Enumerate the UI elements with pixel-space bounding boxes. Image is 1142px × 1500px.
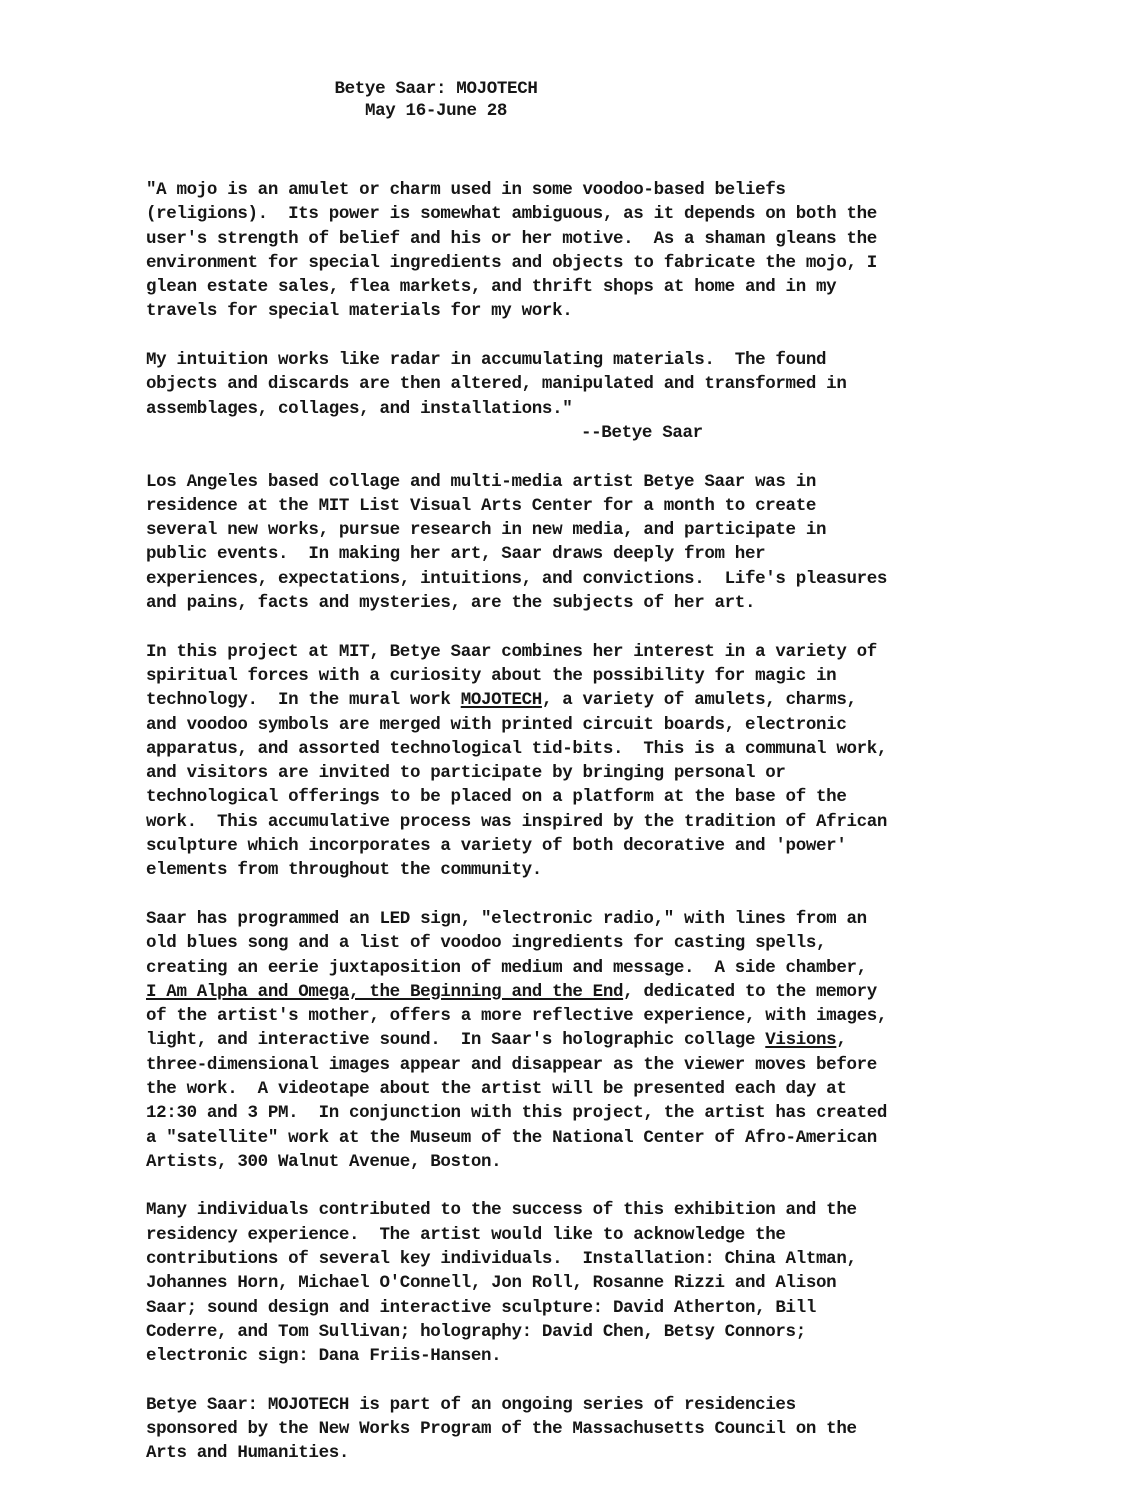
document-body	[146, 78, 1046, 1466]
paragraph-line: Coderre, and Tom Sullivan; holography: David Chen, Betsy Connors;	[146, 1321, 806, 1342]
spacer	[146, 1174, 1046, 1198]
paragraph-line: Saar; sound design and interactive sculpture: David Atherton, Bill	[146, 1297, 817, 1318]
paragraph-line: a "satellite" work at the Museum of the National Center of Afro-American	[146, 1127, 877, 1148]
line-text: is part of an ongoing series of residencies	[349, 1394, 796, 1415]
quote-line: user's strength of belief and his or her motive. As a shaman gleans the	[146, 228, 877, 249]
line-text: technology. In the mural work	[146, 690, 461, 711]
paragraph-sponsorship	[146, 1393, 1046, 1466]
spacer	[146, 1369, 1046, 1393]
paragraph-project	[146, 640, 1046, 883]
line-text: ,	[836, 1030, 847, 1051]
spacer	[146, 883, 1046, 907]
spacer	[146, 615, 1046, 639]
paragraph-line: elements from throughout the community.	[146, 860, 542, 881]
paragraph-line: residency experience. The artist would like to acknowledge the	[146, 1224, 786, 1245]
paragraph-line: and voodoo symbols are merged with printed circuit boards, electronic	[146, 714, 847, 735]
paragraph-line: residence at the MIT List Visual Arts Center for a month to create	[146, 495, 817, 516]
paragraph-line: apparatus, and assorted technological tid-bits. This is a communal work,	[146, 738, 888, 759]
paragraph-line	[146, 688, 1046, 712]
line-text: light, and interactive sound. In Saar's holographic collage	[146, 1030, 766, 1051]
paragraph-works	[146, 907, 1046, 1174]
quote-line: My intuition works like radar in accumulating materials. The found	[146, 350, 827, 371]
paragraph-line: Los Angeles based collage and multi-media artist Betye Saar was in	[146, 471, 817, 492]
paragraph-line: Artists, 300 Walnut Avenue, Boston.	[146, 1151, 502, 1172]
paragraph-line: Saar has programmed an LED sign, "electronic radio," with lines from an	[146, 908, 867, 929]
paragraph-line: contributions of several key individuals. Installation: China Altman,	[146, 1249, 857, 1270]
paragraph-line: experiences, expectations, intuitions, and convictions. Life's pleasures	[146, 568, 888, 589]
paragraph-line: In this project at MIT, Betye Saar combines her interest in a variety of	[146, 641, 877, 662]
paragraph-line: and pains, facts and mysteries, are the subjects of her art.	[146, 593, 756, 614]
paragraph-line: the work. A videotape about the artist will be presented each day at	[146, 1078, 847, 1099]
paragraph-line: and visitors are invited to participate by bringing personal or	[146, 763, 786, 784]
quote-line: objects and discards are then altered, manipulated and transformed in	[146, 374, 847, 395]
paragraph-line: of the artist's mother, offers a more reflective experience, with images,	[146, 1006, 888, 1027]
paragraph-line: public events. In making her art, Saar draws deeply from her	[146, 544, 766, 565]
exhibition-name: Betye Saar: MOJOTECH	[146, 1394, 350, 1415]
paragraph-line	[146, 1393, 1046, 1417]
spacer	[146, 324, 1046, 348]
paragraph-intro	[146, 470, 1046, 616]
paragraph-line: old blues song and a list of voodoo ingredients for casting spells,	[146, 933, 827, 954]
work-title-alpha-omega: I Am Alpha and Omega, the Beginning and the End	[146, 981, 624, 1002]
line-text: , dedicated to the memory	[623, 981, 877, 1002]
paragraph-acknowledgements	[146, 1198, 1046, 1368]
quote-line: (religions). Its power is somewhat ambiguous, as it depends on both the	[146, 204, 877, 225]
paragraph-line: Many individuals contributed to the success of this exhibition and the	[146, 1200, 857, 1221]
quote-line: assemblages, collages, and installations."	[146, 398, 573, 419]
document-header	[146, 78, 726, 122]
paragraph-line: 12:30 and 3 PM. In conjunction with this project, the artist has created	[146, 1103, 888, 1124]
quote-line: glean estate sales, flea markets, and thrift shops at home and in my	[146, 277, 837, 298]
paragraph-line: spiritual forces with a curiosity about the possibility for magic in	[146, 665, 837, 686]
spacer	[146, 445, 1046, 469]
paragraph-line: Johannes Horn, Michael O'Connell, Jon Roll, Rosanne Rizzi and Alison	[146, 1273, 837, 1294]
paragraph-line: technological offerings to be placed on a platform at the base of the	[146, 787, 847, 808]
quote-attribution: --Betye Saar	[581, 422, 703, 443]
quote-line: "A mojo is an amulet or charm used in some voodoo-based beliefs	[146, 180, 786, 200]
paragraph-line: sculpture which incorporates a variety of both decorative and 'power'	[146, 836, 847, 857]
document-title: Betye Saar: MOJOTECH	[334, 79, 538, 99]
paragraph-line: sponsored by the New Works Program of the Massachusetts Council on the	[146, 1419, 857, 1440]
paragraph-line	[146, 980, 1046, 1004]
quote-block	[146, 178, 1046, 445]
paragraph-line: electronic sign: Dana Friis-Hansen.	[146, 1346, 502, 1367]
paragraph-line: Arts and Humanities.	[146, 1443, 350, 1464]
quote-line: travels for special materials for my work.	[146, 301, 573, 322]
line-text: , a variety of amulets, charms,	[541, 690, 857, 711]
quote-line: environment for special ingredients and objects to fabricate the mojo, I	[146, 252, 877, 273]
paragraph-line: creating an eerie juxtaposition of medium and message. A side chamber,	[146, 957, 867, 978]
spacer	[146, 122, 1046, 178]
work-title-mojotech: MOJOTECH	[460, 690, 542, 711]
paragraph-line: three-dimensional images appear and disappear as the viewer moves before	[146, 1054, 877, 1075]
paragraph-line: several new works, pursue research in new media, and participate in	[146, 520, 827, 541]
document-dates: May 16-June 28	[364, 101, 508, 121]
paragraph-line	[146, 1028, 1046, 1052]
paragraph-line: work. This accumulative process was inspired by the tradition of African	[146, 811, 888, 832]
work-title-visions: Visions	[765, 1030, 837, 1051]
